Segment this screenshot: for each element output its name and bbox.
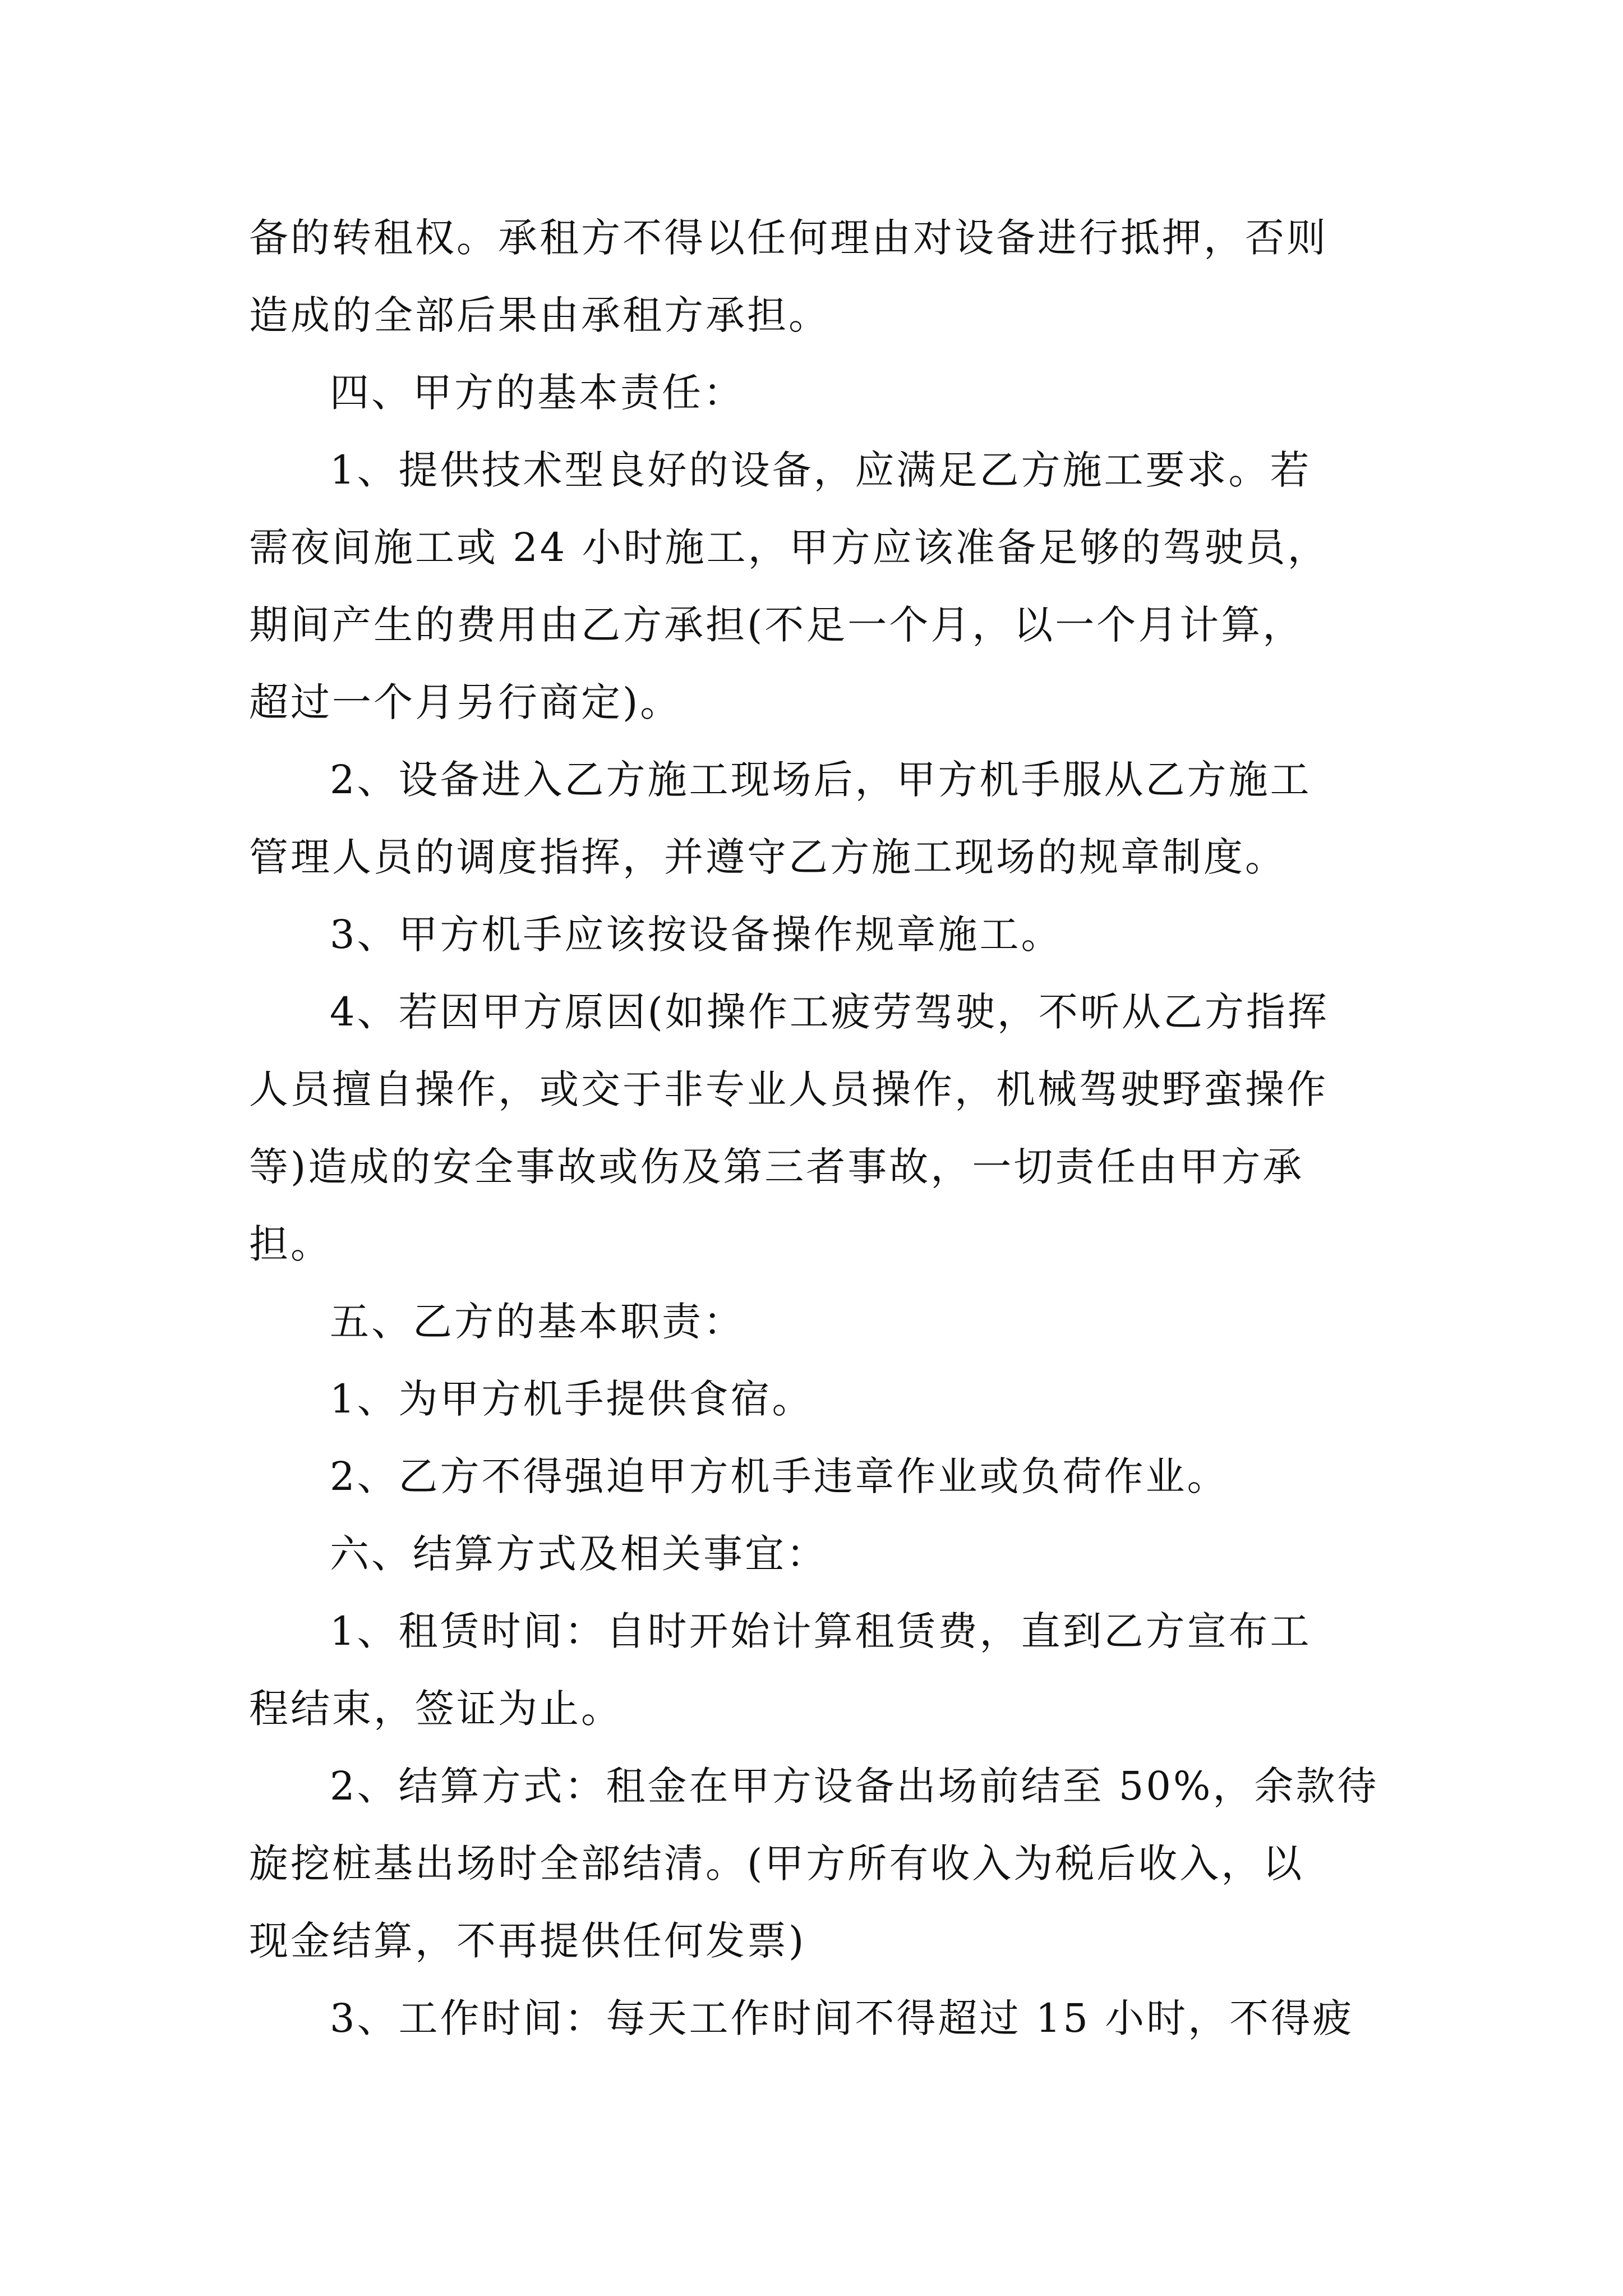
text-line: 现金结算，不再提供任何发票) (249, 1918, 806, 1964)
text-line: 需夜间施工或 24 小时施工，甲方应该准备足够的驾驶员， (249, 524, 1329, 570)
text-line: 期间产生的费用由乙方承担(不足一个月，以一个月计算， (249, 602, 1304, 648)
text-line: 1、为甲方机手提供食宿。 (330, 1376, 814, 1422)
text-line: 超过一个月另行商定)。 (249, 679, 682, 725)
text-line: 程结束，签证为止。 (249, 1686, 623, 1732)
document-body (249, 199, 1393, 2057)
text-line: 3、甲方机手应该按设备操作规章施工。 (330, 912, 1063, 958)
text-line: 1、租赁时间：自时开始计算租赁费，直到乙方宣布工 (330, 1608, 1312, 1654)
text-line: 造成的全部后果由承租方承担。 (249, 292, 830, 338)
text-line: 管理人员的调度指挥，并遵守乙方施工现场的规章制度。 (249, 834, 1287, 880)
text-line: 等)造成的安全事故或伤及第三者事故，一切责任由甲方承 (249, 1144, 1304, 1190)
text-line: 3、工作时间：每天工作时间不得超过 15 小时，不得疲 (330, 1995, 1354, 2041)
section-heading: 六、结算方式及相关事宜： (330, 1531, 828, 1577)
section-heading: 五、乙方的基本职责： (330, 1299, 745, 1345)
text-line: 担。 (249, 1221, 332, 1267)
text-line: 人员擅自操作，或交于非专业人员操作，机械驾驶野蛮操作 (249, 1066, 1328, 1112)
text-line: 1、提供技术型良好的设备，应满足乙方施工要求。若 (330, 447, 1312, 493)
text-line: 备的转租权。承租方不得以任何理由对设备进行抵押，否则 (249, 215, 1328, 261)
text-line: 旋挖桩基出场时全部结清。(甲方所有收入为税后收入，以 (249, 1841, 1304, 1887)
section-heading: 四、甲方的基本责任： (330, 370, 745, 416)
text-line: 2、结算方式：租金在甲方设备出场前结至 50%，余款待 (330, 1763, 1379, 1809)
text-line: 4、若因甲方原因(如操作工疲劳驾驶，不听从乙方指挥 (330, 989, 1329, 1035)
text-line: 2、乙方不得强迫甲方机手违章作业或负荷作业。 (330, 1453, 1229, 1499)
text-line: 2、设备进入乙方施工现场后，甲方机手服从乙方施工 (330, 757, 1312, 803)
